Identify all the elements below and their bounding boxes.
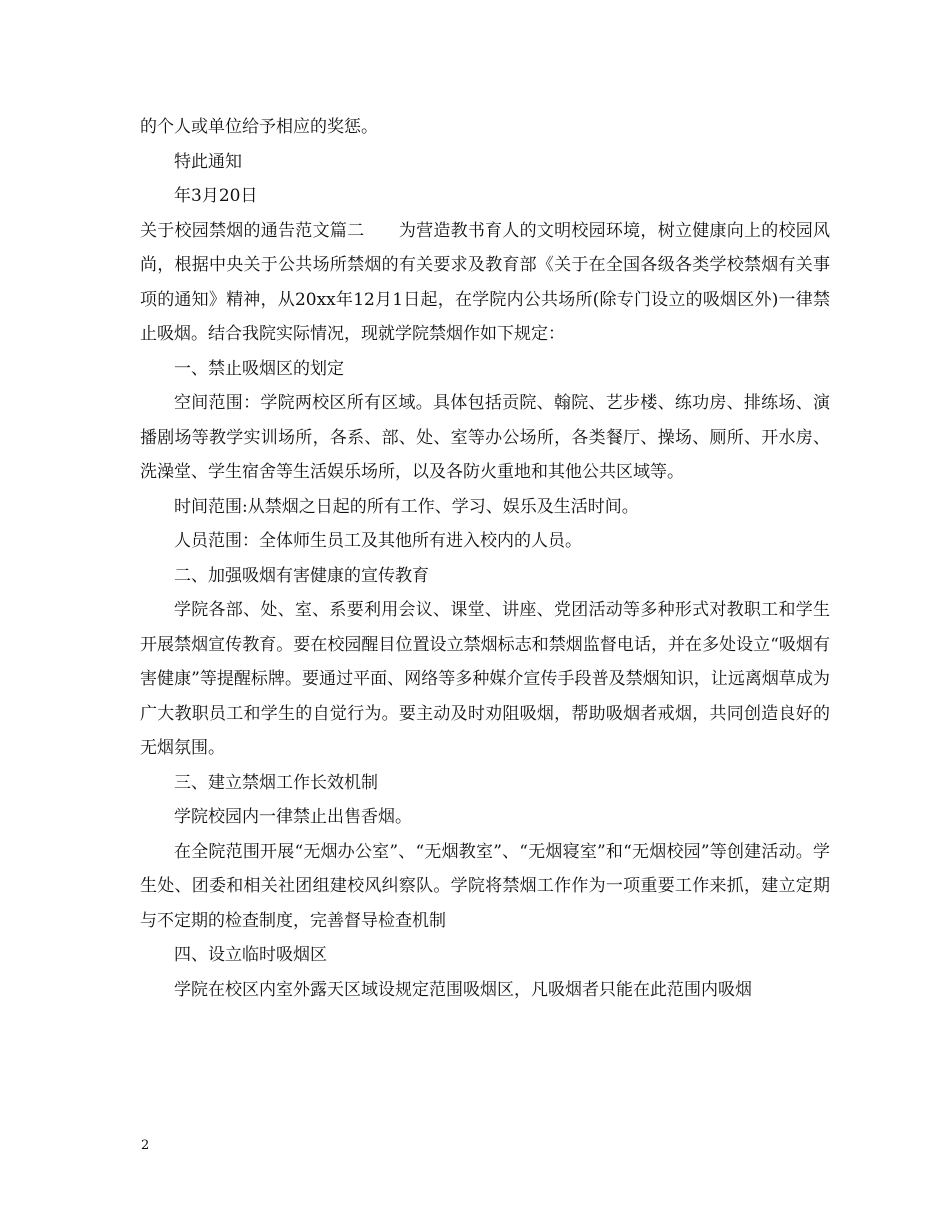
paragraph-notice: 特此通知	[174, 151, 242, 172]
paragraph-intro: 关于校园禁烟的通告范文篇二 为营造教书育人的文明校园环境，树立健康向上的校园风尚，根据中央关于公共场所禁烟的有关要求及教育部《关于在全国各级各类学校禁烟有关事项的通知》精神，从20xx年12月1日起，在学院内公共场所(除专门设立的吸烟区外)一律禁止吸烟。结合我院实际情况，现就学院禁烟作如下规定：	[140, 220, 830, 344]
section-heading-2: 二、加强吸烟有害健康的宣传教育	[174, 565, 429, 586]
section-heading-3: 三、建立禁烟工作长效机制	[174, 772, 378, 793]
section-heading-1: 一、禁止吸烟区的划定	[174, 358, 344, 379]
paragraph-reward: 的个人或单位给予相应的奖惩。	[140, 117, 378, 137]
paragraph-date: 年3月20日	[174, 186, 258, 206]
section-heading-4: 四、设立临时吸烟区	[174, 945, 327, 965]
paragraph-education: 学院各部、处、室、系要利用会议、课堂、讲座、党团活动等多种形式对教职工和学生开展禁烟宣传教育。要在校园醒目位置设立禁烟标志和禁烟监督电话，并在多处设立“吸烟有害健康”等提醒标牌。要通过平面、网络等多种媒介宣传手段普及禁烟知识，让远离烟草成为广大教职员工和学生的自觉行为。要主动及时劝阻吸烟，帮助吸烟者戒烟，共同创造良好的无烟氛围。	[140, 600, 830, 758]
paragraph-space-scope: 空间范围：学院两校区所有区域。具体包括贡院、翰院、艺步楼、练功房、排练场、演播剧场等教学实训场所，各系、部、处、室等办公场所，各类餐厅、操场、厕所、开水房、洗澡堂、学生宿舍等生活娱乐场所，以及各防火重地和其他公共区域等。	[140, 393, 830, 482]
paragraph-no-sales: 学院校园内一律禁止出售香烟。	[174, 807, 412, 827]
document-body	[140, 110, 830, 1007]
paragraph-time-scope: 时间范围:从禁烟之日起的所有工作、学习、娱乐及生活时间。	[174, 496, 639, 517]
page-number: 2	[141, 1138, 150, 1153]
paragraph-campaign: 在全院范围开展“无烟办公室”、“无烟教室”、“无烟寝室”和“无烟校园”等创建活动。学生处、团委和相关社团组建校风纠察队。学院将禁烟工作作为一项重要工作来抓，建立定期与不定期的检查制度，完善督导检查机制	[140, 841, 830, 931]
paragraph-smoking-area: 学院在校区内室外露天区域设规定范围吸烟区，凡吸烟者只能在此范围内吸烟	[174, 979, 752, 1000]
paragraph-people-scope: 人员范围：全体师生员工及其他所有进入校内的人员。	[174, 531, 582, 551]
